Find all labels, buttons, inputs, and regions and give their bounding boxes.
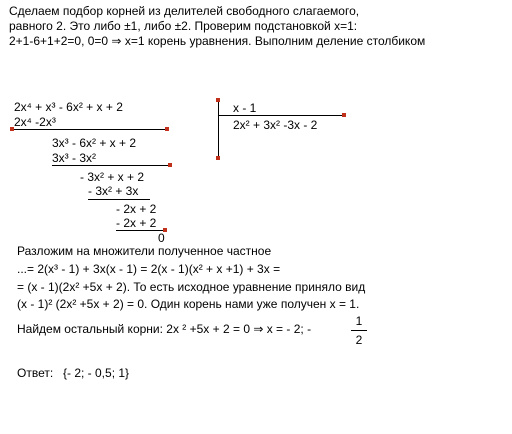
factor-line-1: Разложим на множители полученное частное: [17, 244, 272, 258]
remainder-1: 3x³ - 6x² + x + 2: [52, 136, 137, 150]
dividend: 2x⁴ + x³ - 6x² + x + 2: [14, 100, 123, 114]
subtract-3: - 3x² + 3x: [88, 184, 139, 198]
intro-line-1: Сделаем подбор корней из делителей свободного слагаемого,: [9, 4, 360, 18]
division-underline-2: [52, 165, 172, 166]
subtract-1: 2x⁴ -2x³: [14, 115, 56, 129]
fraction-numerator: 1: [355, 314, 363, 328]
answer-label: Ответ:: [17, 366, 54, 380]
intro-line-2: равного 2. Это либо ±1, либо ±2. Проверим подстановкой x=1:: [9, 19, 358, 33]
divisor-underline: [218, 115, 344, 116]
fraction-denominator: 2: [355, 333, 363, 347]
factor-line-2: ...= 2(x³ - 1) + 3x(x - 1) = 2(x - 1)(x² + x +1) + 3x =: [17, 262, 281, 276]
line-end-marker: [342, 113, 346, 117]
final-remainder: 0: [158, 231, 165, 245]
divisor-bracket-vertical: [218, 100, 219, 158]
fraction-bar: [351, 330, 367, 331]
line-end-marker: [216, 98, 220, 102]
line-end-marker: [168, 163, 172, 167]
remainder-3: - 2x + 2: [116, 202, 157, 216]
division-underline-4: [116, 230, 164, 231]
factor-line-4: (x - 1)² (2x² +5x + 2) = 0. Один корень нами уже получен x = 1.: [17, 297, 360, 311]
quotient: 2x² + 3x² -3x - 2: [233, 118, 318, 132]
subtract-2: 3x³ - 3x²: [52, 151, 97, 165]
subtract-4: - 2x + 2: [116, 216, 157, 230]
division-underline-3: [88, 199, 150, 200]
division-underline-1: [14, 129, 165, 130]
line-end-marker: [216, 156, 220, 160]
remainder-2: - 3x² + x + 2: [80, 170, 145, 184]
line-start-marker: [10, 127, 14, 131]
divisor: x - 1: [233, 101, 257, 115]
factor-line-3: = (x - 1)(2x² +5x + 2). То есть исходное уравнение приняло вид: [17, 280, 366, 294]
intro-line-3: 2+1-6+1+2=0, 0=0 ⇒ x=1 корень уравнения. Выполним деление столбиком: [9, 34, 426, 48]
answer-value: {- 2; - 0,5; 1}: [63, 366, 130, 380]
line-end-marker: [165, 127, 169, 131]
remaining-roots: Найдем остальный корни: 2x ² +5x + 2 = 0 ⇒ x = - 2; -: [17, 322, 312, 336]
